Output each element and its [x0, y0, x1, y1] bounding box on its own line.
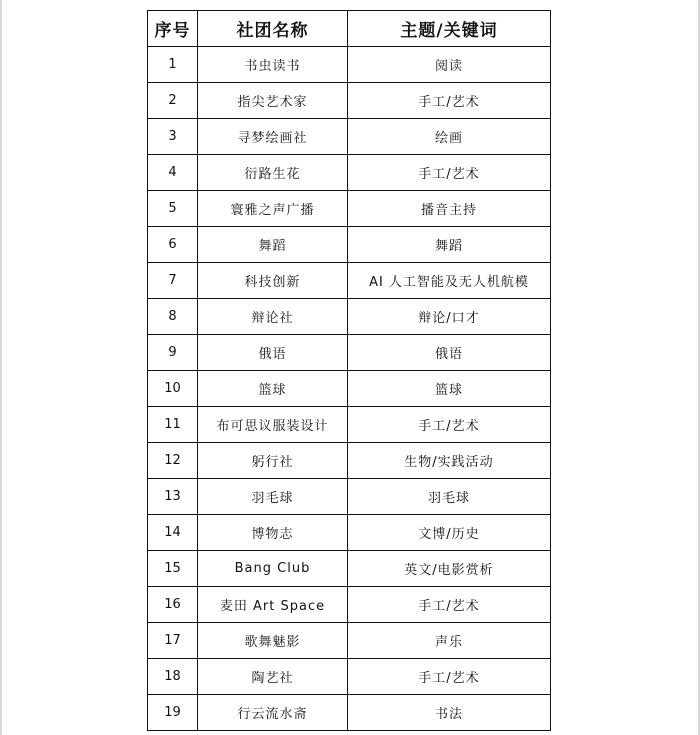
cell-club-name: 篮球: [198, 371, 348, 407]
cell-index: 14: [148, 515, 198, 551]
cell-theme: 生物/实践活动: [348, 443, 551, 479]
header-theme: 主题/关键词: [348, 11, 551, 47]
cell-index: 6: [148, 227, 198, 263]
cell-theme: 手工/艺术: [348, 587, 551, 623]
cell-theme: AI 人工智能及无人机航模: [348, 263, 551, 299]
cell-index: 8: [148, 299, 198, 335]
cell-theme: 辩论/口才: [348, 299, 551, 335]
cell-theme: 书法: [348, 695, 551, 731]
cell-club-name: 博物志: [198, 515, 348, 551]
cell-club-name: 行云流水斋: [198, 695, 348, 731]
cell-club-name: 歌舞魅影: [198, 623, 348, 659]
cell-club-name: 俄语: [198, 335, 348, 371]
table-row: [148, 371, 551, 407]
cell-index: 3: [148, 119, 198, 155]
cell-index: 19: [148, 695, 198, 731]
header-club-name: 社团名称: [198, 11, 348, 47]
cell-index: 7: [148, 263, 198, 299]
table-header: [148, 11, 551, 47]
table-row: [148, 551, 551, 587]
cell-theme: 播音主持: [348, 191, 551, 227]
table-row: [148, 695, 551, 731]
cell-club-name: 寻梦绘画社: [198, 119, 348, 155]
header-row: [148, 11, 551, 47]
cell-theme: 英文/电影赏析: [348, 551, 551, 587]
cell-club-name: 舞蹈: [198, 227, 348, 263]
table-row: [148, 623, 551, 659]
cell-club-name: Bang Club: [198, 551, 348, 587]
table-row: [148, 191, 551, 227]
cell-club-name: 科技创新: [198, 263, 348, 299]
cell-club-name: 布可思议服装设计: [198, 407, 348, 443]
table-row: [148, 227, 551, 263]
table-row: [148, 479, 551, 515]
cell-index: 16: [148, 587, 198, 623]
table-row: [148, 335, 551, 371]
cell-club-name: 躬行社: [198, 443, 348, 479]
table-row: [148, 407, 551, 443]
table-row: [148, 263, 551, 299]
cell-index: 10: [148, 371, 198, 407]
cell-index: 4: [148, 155, 198, 191]
cell-index: 12: [148, 443, 198, 479]
cell-theme: 手工/艺术: [348, 407, 551, 443]
cell-index: 15: [148, 551, 198, 587]
cell-theme: 阅读: [348, 47, 551, 83]
table-row: [148, 47, 551, 83]
cell-index: 5: [148, 191, 198, 227]
cell-theme: 手工/艺术: [348, 83, 551, 119]
cell-index: 17: [148, 623, 198, 659]
cell-index: 13: [148, 479, 198, 515]
cell-index: 2: [148, 83, 198, 119]
cell-club-name: 麦田 Art Space: [198, 587, 348, 623]
cell-theme: 手工/艺术: [348, 155, 551, 191]
cell-club-name: 陶艺社: [198, 659, 348, 695]
table-body: [148, 47, 551, 731]
page-edge-left: [0, 0, 2, 735]
cell-theme: 声乐: [348, 623, 551, 659]
table-row: [148, 299, 551, 335]
cell-club-name: 羽毛球: [198, 479, 348, 515]
table-row: [148, 659, 551, 695]
table-row: [148, 155, 551, 191]
table-row: [148, 83, 551, 119]
cell-club-name: 书虫读书: [198, 47, 348, 83]
cell-club-name: 寰雅之声广播: [198, 191, 348, 227]
cell-index: 18: [148, 659, 198, 695]
cell-theme: 羽毛球: [348, 479, 551, 515]
cell-theme: 文博/历史: [348, 515, 551, 551]
cell-theme: 舞蹈: [348, 227, 551, 263]
header-index: 序号: [148, 11, 198, 47]
table-row: [148, 119, 551, 155]
cell-index: 9: [148, 335, 198, 371]
cell-theme: 俄语: [348, 335, 551, 371]
club-table: [147, 10, 551, 731]
cell-club-name: 辩论社: [198, 299, 348, 335]
cell-theme: 绘画: [348, 119, 551, 155]
cell-index: 1: [148, 47, 198, 83]
cell-theme: 手工/艺术: [348, 659, 551, 695]
cell-club-name: 指尖艺术家: [198, 83, 348, 119]
cell-club-name: 衍路生花: [198, 155, 348, 191]
cell-theme: 篮球: [348, 371, 551, 407]
table-row: [148, 515, 551, 551]
table-row: [148, 587, 551, 623]
cell-index: 11: [148, 407, 198, 443]
table-row: [148, 443, 551, 479]
